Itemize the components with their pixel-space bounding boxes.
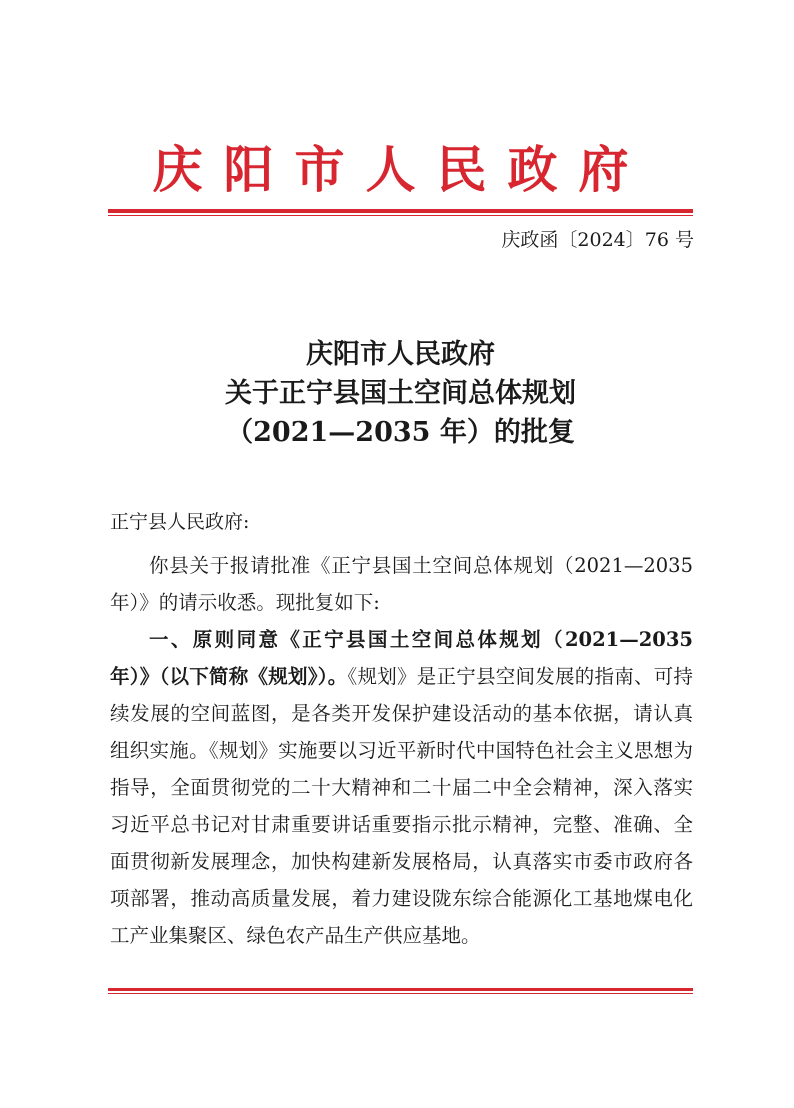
footer-red-rule-thin [108, 993, 693, 994]
title-line-1: 庆阳市人民政府 [306, 339, 495, 370]
paragraph-2 [110, 621, 693, 954]
footer-red-rule [108, 988, 693, 991]
title-line-2: 关于正宁县国土空间总体规划 [225, 378, 576, 409]
issuing-authority-header: 庆阳市人民政府 [152, 140, 650, 199]
document-body [110, 547, 693, 954]
header-red-rule [108, 209, 693, 213]
document-number: 庆政函〔2024〕76 号 [501, 229, 694, 251]
paragraph-2-heading: 一、原则同意《正宁县国土空间总体规划（2021—2035 年）》（以下简称《规划》）。 [110, 628, 693, 688]
title-line-3: （2021—2035 年）的批复 [226, 417, 575, 448]
paragraph-1: 你县关于报请批准《正宁县国土空间总体规划（2021—2035 年）》的请示收悉。现批复如下: [110, 554, 693, 614]
addressee: 正宁县人民政府: [110, 511, 250, 533]
header-red-rule-thin [108, 215, 693, 216]
paragraph-2-body: 《规划》是正宁县空间发展的指南、可持续发展的空间蓝图，是各类开发保护建设活动的基本依据，请认真组织实施。《规划》实施要以习近平新时代中国特色社会主义思想为指导，全面贯彻党的二十大精神和二十届二中全会精神，深入落实习近平总书记对甘肃重要讲话重要指示批示精神，完整、准确、全面贯彻新发展理念，加快构建新发展格局，认真落实市委市政府各项部署，推动高质量发展，着力建设陇东综合能源化工基地煤电化工产业集聚区、绿色农产品生产供应基地。 [110, 665, 693, 947]
document-title [108, 335, 693, 452]
